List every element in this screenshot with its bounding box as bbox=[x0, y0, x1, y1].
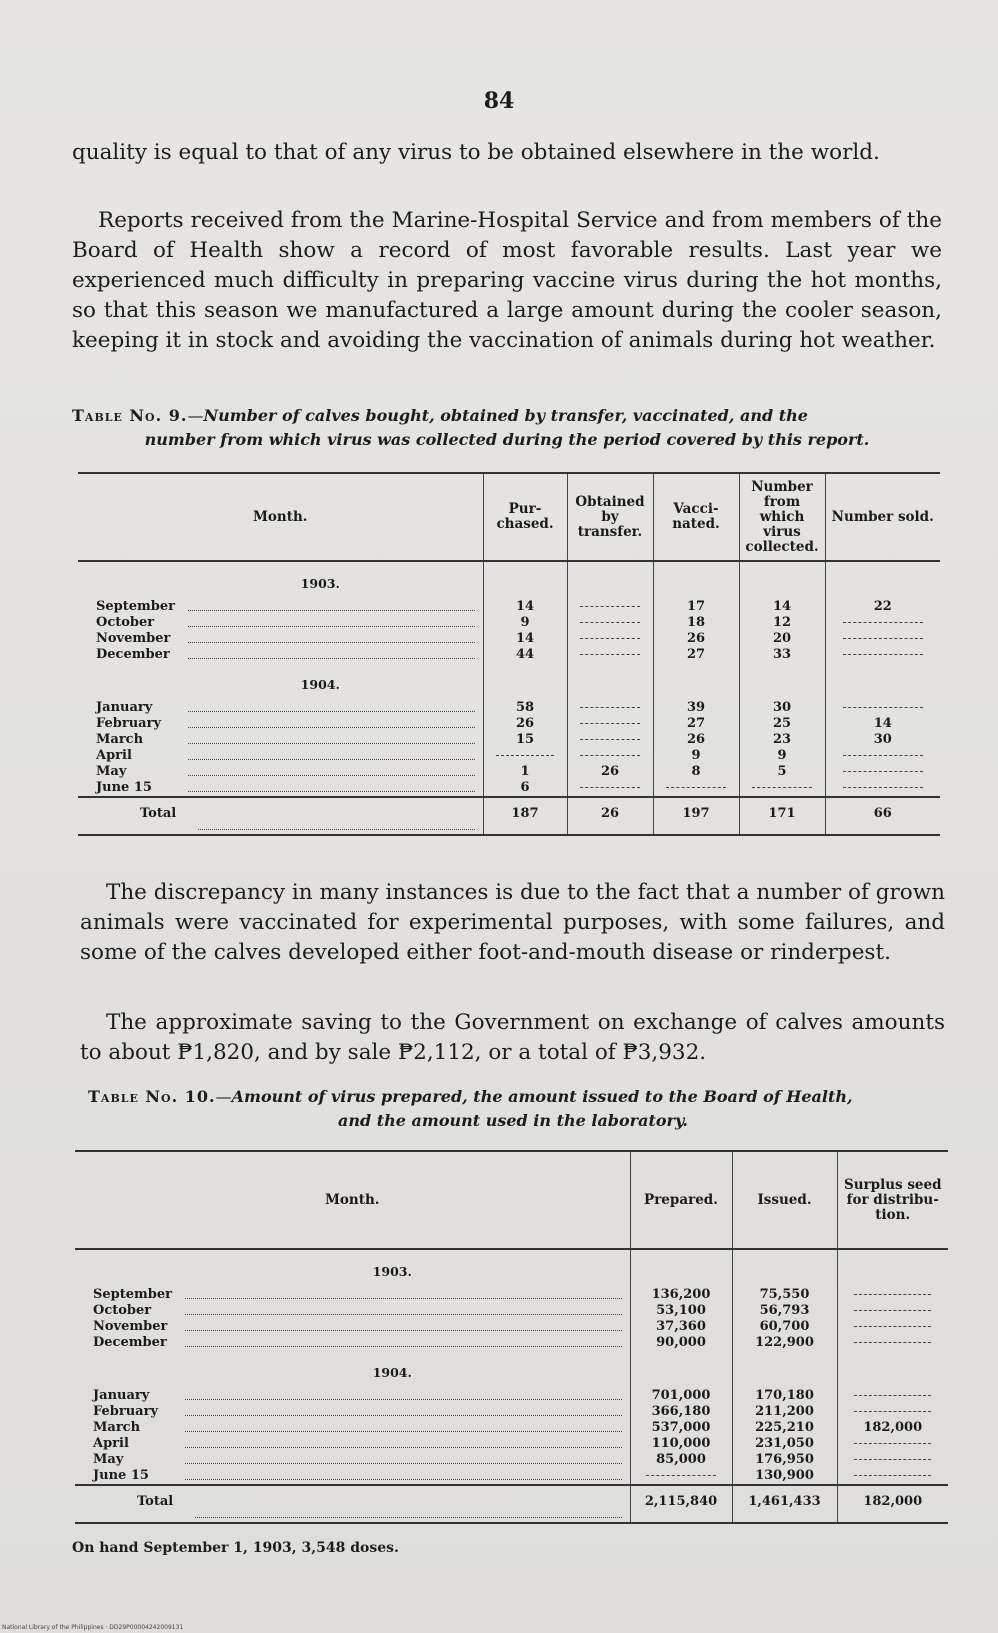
month-cell bbox=[75, 1335, 630, 1351]
month-label: October bbox=[93, 1303, 152, 1318]
table-10-label: Table No. 10. bbox=[88, 1087, 216, 1106]
issued-value: 130,900 bbox=[732, 1468, 837, 1485]
dash-cell bbox=[567, 599, 653, 615]
paragraph-4: The approximate saving to the Government on exchange of calves amounts to about ₱1,820, and by sale ₱2,112, or a total of ₱3,932. bbox=[80, 1010, 945, 1065]
leader-dots bbox=[188, 610, 475, 611]
total-row bbox=[75, 1485, 948, 1523]
issued-value: 1,461,433 bbox=[732, 1485, 837, 1523]
prepared-value: 90,000 bbox=[630, 1335, 732, 1351]
paragraph-3: The discrepancy in many instances is due to the fact that a number of grown animals were vaccinated for experimental purposes, with some failures, and some of the calves developed either foot-and-mouth disease or rinderpest. bbox=[80, 880, 945, 965]
empty-cell bbox=[732, 1249, 837, 1287]
empty-cell bbox=[825, 561, 940, 599]
vaccinated-value: 39 bbox=[653, 700, 739, 716]
table-row bbox=[78, 700, 940, 716]
month-cell bbox=[78, 797, 483, 835]
issued-value: 56,793 bbox=[732, 1303, 837, 1319]
library-footer: National Library of the Philippines · DD29P00004242009131 bbox=[2, 1624, 184, 1631]
month-label: May bbox=[93, 1452, 124, 1467]
month-cell bbox=[78, 764, 483, 780]
purchased-value: 15 bbox=[483, 732, 567, 748]
month-cell bbox=[75, 1485, 630, 1523]
empty-cell bbox=[630, 1249, 732, 1287]
purchased-value: 26 bbox=[483, 716, 567, 732]
header-month: Month. bbox=[78, 473, 483, 561]
prepared-value: 136,200 bbox=[630, 1287, 732, 1303]
collected-value: 23 bbox=[739, 732, 825, 748]
year-label: 1903. bbox=[300, 576, 340, 591]
leader-dots bbox=[188, 743, 475, 744]
table-row bbox=[78, 631, 940, 647]
year-label: 1903. bbox=[372, 1264, 412, 1279]
table-row bbox=[78, 748, 940, 764]
month-cell bbox=[78, 615, 483, 631]
month-label: September bbox=[96, 599, 175, 614]
vaccinated-value: 18 bbox=[653, 615, 739, 631]
table-row bbox=[75, 1404, 948, 1420]
collected-value: 9 bbox=[739, 748, 825, 764]
footnote: On hand September 1, 1903, 3,548 doses. bbox=[72, 1540, 399, 1556]
leader-dots bbox=[185, 1415, 622, 1416]
table-row bbox=[75, 1468, 948, 1485]
table-10-caption-line-2: and the amount used in the laboratory. bbox=[338, 1111, 688, 1130]
leader-dots bbox=[188, 626, 475, 627]
month-cell bbox=[78, 780, 483, 797]
month-label: Total bbox=[137, 1494, 174, 1509]
dash-cell bbox=[837, 1388, 948, 1404]
page-number: 84 bbox=[483, 88, 515, 114]
purchased-value: 6 bbox=[483, 780, 567, 797]
table-row bbox=[75, 1287, 948, 1303]
dash-cell bbox=[567, 780, 653, 797]
header-purchased: Pur-chased. bbox=[483, 473, 567, 561]
vaccinated-value: 26 bbox=[653, 732, 739, 748]
table-9-caption-line-1: Number of calves bought, obtained by transfer, vaccinated, and the bbox=[203, 406, 808, 425]
month-label: March bbox=[96, 732, 144, 747]
month-cell bbox=[78, 748, 483, 764]
leader-dots bbox=[185, 1399, 622, 1400]
dash-cell bbox=[825, 615, 940, 631]
table-10 bbox=[75, 1150, 948, 1524]
purchased-value: 14 bbox=[483, 599, 567, 615]
month-label: April bbox=[96, 748, 132, 763]
month-label: March bbox=[93, 1420, 141, 1435]
leader-dots bbox=[185, 1479, 622, 1480]
month-label: September bbox=[93, 1287, 172, 1302]
issued-value: 176,950 bbox=[732, 1452, 837, 1468]
empty-cell bbox=[567, 561, 653, 599]
month-cell bbox=[75, 1436, 630, 1452]
month-label: January bbox=[96, 700, 153, 715]
month-label: November bbox=[93, 1319, 168, 1334]
dash-cell bbox=[825, 764, 940, 780]
month-label: February bbox=[96, 716, 162, 731]
dash-cell bbox=[837, 1287, 948, 1303]
table-row bbox=[78, 599, 940, 615]
month-label: Total bbox=[140, 806, 177, 821]
leader-dots bbox=[188, 711, 475, 712]
prepared-value: 37,360 bbox=[630, 1319, 732, 1335]
collected-value: 12 bbox=[739, 615, 825, 631]
paragraph-2: Reports received from the Marine-Hospital Service and from members of the Board of Health show a record of most favorable results. Last year we experienced much difficulty in preparing vaccine virus during the hot months, so that this season we manufactured a large amount during the cooler season, keeping it in stock and avoiding the vaccination of animals during hot weather. bbox=[72, 208, 942, 353]
dash-cell bbox=[653, 780, 739, 797]
month-label: April bbox=[93, 1436, 129, 1451]
empty-cell bbox=[739, 561, 825, 599]
month-cell bbox=[78, 732, 483, 748]
dash-cell bbox=[567, 631, 653, 647]
vaccinated-value: 197 bbox=[653, 797, 739, 835]
issued-value: 225,210 bbox=[732, 1420, 837, 1436]
header-surplus: Surplus seed for distribu-tion. bbox=[837, 1151, 948, 1249]
month-label: November bbox=[96, 631, 171, 646]
issued-value: 75,550 bbox=[732, 1287, 837, 1303]
dash-cell bbox=[837, 1404, 948, 1420]
prepared-value: 53,100 bbox=[630, 1303, 732, 1319]
header-transfer: Obtained by transfer. bbox=[567, 473, 653, 561]
dash-cell bbox=[825, 647, 940, 663]
table-row bbox=[75, 1335, 948, 1351]
month-label: February bbox=[93, 1404, 159, 1419]
dash-cell bbox=[837, 1319, 948, 1335]
month-cell bbox=[75, 1303, 630, 1319]
leader-dots bbox=[188, 791, 475, 792]
leader-dots bbox=[185, 1463, 622, 1464]
issued-value: 211,200 bbox=[732, 1404, 837, 1420]
year-row bbox=[75, 1249, 948, 1287]
table-row bbox=[75, 1420, 948, 1436]
table-9-caption-line-2: number from which virus was collected during the period covered by this report. bbox=[144, 430, 870, 449]
vaccinated-value: 27 bbox=[653, 647, 739, 663]
purchased-value: 187 bbox=[483, 797, 567, 835]
dash-cell bbox=[825, 700, 940, 716]
month-cell bbox=[78, 647, 483, 663]
empty-cell bbox=[837, 1249, 948, 1287]
dash-cell bbox=[567, 732, 653, 748]
month-label: May bbox=[96, 764, 127, 779]
dash-cell bbox=[567, 647, 653, 663]
year-label: 1904. bbox=[300, 677, 340, 692]
dash-cell bbox=[567, 700, 653, 716]
vaccinated-value: 27 bbox=[653, 716, 739, 732]
prepared-value: 85,000 bbox=[630, 1452, 732, 1468]
month-cell bbox=[78, 716, 483, 732]
header-issued: Issued. bbox=[732, 1151, 837, 1249]
vaccinated-value: 17 bbox=[653, 599, 739, 615]
month-cell bbox=[78, 599, 483, 615]
header-sold: Number sold. bbox=[825, 473, 940, 561]
month-cell bbox=[75, 1404, 630, 1420]
table-row bbox=[75, 1388, 948, 1404]
empty-cell bbox=[653, 663, 739, 700]
leader-dots bbox=[195, 1517, 622, 1518]
header-prepared: Prepared. bbox=[630, 1151, 732, 1249]
year-row bbox=[78, 561, 940, 599]
table-9-caption: Table No. 9.—Number of calves bought, obtained by transfer, vaccinated, and the number from which virus was collected during the period covered by this report. bbox=[72, 404, 942, 452]
prepared-value: 537,000 bbox=[630, 1420, 732, 1436]
empty-cell bbox=[630, 1351, 732, 1388]
leader-dots bbox=[188, 727, 475, 728]
leader-dots bbox=[185, 1314, 622, 1315]
leader-dots bbox=[185, 1447, 622, 1448]
month-cell bbox=[75, 1287, 630, 1303]
leader-dots bbox=[185, 1431, 622, 1432]
vaccinated-value: 8 bbox=[653, 764, 739, 780]
table-10-caption-line-1: Amount of virus prepared, the amount issued to the Board of Health, bbox=[231, 1087, 853, 1106]
table-9 bbox=[78, 472, 940, 836]
table-row bbox=[78, 732, 940, 748]
dash-cell bbox=[837, 1335, 948, 1351]
table-9-label: Table No. 9. bbox=[72, 406, 188, 425]
dash-cell bbox=[825, 748, 940, 764]
month-cell bbox=[75, 1388, 630, 1404]
collected-value: 25 bbox=[739, 716, 825, 732]
purchased-value: 1 bbox=[483, 764, 567, 780]
table-row bbox=[75, 1319, 948, 1335]
paragraph-1: quality is equal to that of any virus to be obtained elsewhere in the world. bbox=[72, 140, 880, 165]
total-row bbox=[78, 797, 940, 835]
leader-dots bbox=[185, 1298, 622, 1299]
issued-value: 122,900 bbox=[732, 1335, 837, 1351]
issued-value: 170,180 bbox=[732, 1388, 837, 1404]
surplus-value: 182,000 bbox=[837, 1420, 948, 1436]
year-row bbox=[75, 1351, 948, 1388]
vaccinated-value: 26 bbox=[653, 631, 739, 647]
dash-cell bbox=[483, 748, 567, 764]
month-cell bbox=[78, 631, 483, 647]
dash-cell bbox=[825, 780, 940, 797]
prepared-value: 366,180 bbox=[630, 1404, 732, 1420]
leader-dots bbox=[188, 775, 475, 776]
dash-cell bbox=[837, 1468, 948, 1485]
month-cell bbox=[75, 1420, 630, 1436]
dash-cell bbox=[567, 748, 653, 764]
transfer-value: 26 bbox=[567, 764, 653, 780]
collected-value: 20 bbox=[739, 631, 825, 647]
leader-dots bbox=[185, 1330, 622, 1331]
table-row bbox=[78, 764, 940, 780]
table-row bbox=[78, 647, 940, 663]
leader-dots bbox=[188, 759, 475, 760]
month-label: December bbox=[93, 1335, 167, 1350]
leader-dots bbox=[185, 1346, 622, 1347]
issued-value: 231,050 bbox=[732, 1436, 837, 1452]
purchased-value: 44 bbox=[483, 647, 567, 663]
year-label: 1904. bbox=[372, 1365, 412, 1380]
year-row bbox=[78, 663, 940, 700]
month-label: June 15 bbox=[93, 1468, 149, 1483]
month-label: December bbox=[96, 647, 170, 662]
month-label: October bbox=[96, 615, 155, 630]
table-row bbox=[78, 615, 940, 631]
collected-value: 171 bbox=[739, 797, 825, 835]
table-row bbox=[75, 1303, 948, 1319]
purchased-value: 58 bbox=[483, 700, 567, 716]
table-row bbox=[75, 1452, 948, 1468]
month-cell bbox=[78, 700, 483, 716]
sold-value: 22 bbox=[825, 599, 940, 615]
collected-value: 14 bbox=[739, 599, 825, 615]
sold-value: 66 bbox=[825, 797, 940, 835]
dash-cell bbox=[825, 631, 940, 647]
leader-dots bbox=[198, 829, 475, 830]
month-cell bbox=[75, 1468, 630, 1485]
month-cell bbox=[75, 1319, 630, 1335]
dash-cell bbox=[837, 1452, 948, 1468]
prepared-value: 2,115,840 bbox=[630, 1485, 732, 1523]
month-label: January bbox=[93, 1388, 150, 1403]
vaccinated-value: 9 bbox=[653, 748, 739, 764]
dash-cell bbox=[567, 615, 653, 631]
empty-cell bbox=[653, 561, 739, 599]
leader-dots bbox=[188, 658, 475, 659]
month-cell bbox=[75, 1452, 630, 1468]
header-vaccinated: Vacci-nated. bbox=[653, 473, 739, 561]
prepared-value: 701,000 bbox=[630, 1388, 732, 1404]
table-row bbox=[78, 716, 940, 732]
month-label: June 15 bbox=[96, 780, 152, 795]
dash-cell bbox=[567, 716, 653, 732]
leader-dots bbox=[188, 642, 475, 643]
empty-cell bbox=[567, 663, 653, 700]
empty-cell bbox=[732, 1351, 837, 1388]
table-10-caption: Table No. 10.—Amount of virus prepared, the amount issued to the Board of Health, and the amount used in the laboratory. bbox=[88, 1085, 938, 1133]
dash-cell bbox=[837, 1436, 948, 1452]
surplus-value: 182,000 bbox=[837, 1485, 948, 1523]
prepared-value: 110,000 bbox=[630, 1436, 732, 1452]
sold-value: 30 bbox=[825, 732, 940, 748]
collected-value: 30 bbox=[739, 700, 825, 716]
dash-cell bbox=[630, 1468, 732, 1485]
table-row bbox=[75, 1436, 948, 1452]
dash-cell bbox=[837, 1303, 948, 1319]
purchased-value: 9 bbox=[483, 615, 567, 631]
sold-value: 14 bbox=[825, 716, 940, 732]
table-row bbox=[78, 780, 940, 797]
collected-value: 33 bbox=[739, 647, 825, 663]
issued-value: 60,700 bbox=[732, 1319, 837, 1335]
empty-cell bbox=[837, 1351, 948, 1388]
collected-value: 5 bbox=[739, 764, 825, 780]
dash-cell bbox=[739, 780, 825, 797]
header-collected: Number from which virus collected. bbox=[739, 473, 825, 561]
empty-cell bbox=[483, 561, 567, 599]
empty-cell bbox=[739, 663, 825, 700]
empty-cell bbox=[825, 663, 940, 700]
header-month: Month. bbox=[75, 1151, 630, 1249]
transfer-value: 26 bbox=[567, 797, 653, 835]
purchased-value: 14 bbox=[483, 631, 567, 647]
empty-cell bbox=[483, 663, 567, 700]
